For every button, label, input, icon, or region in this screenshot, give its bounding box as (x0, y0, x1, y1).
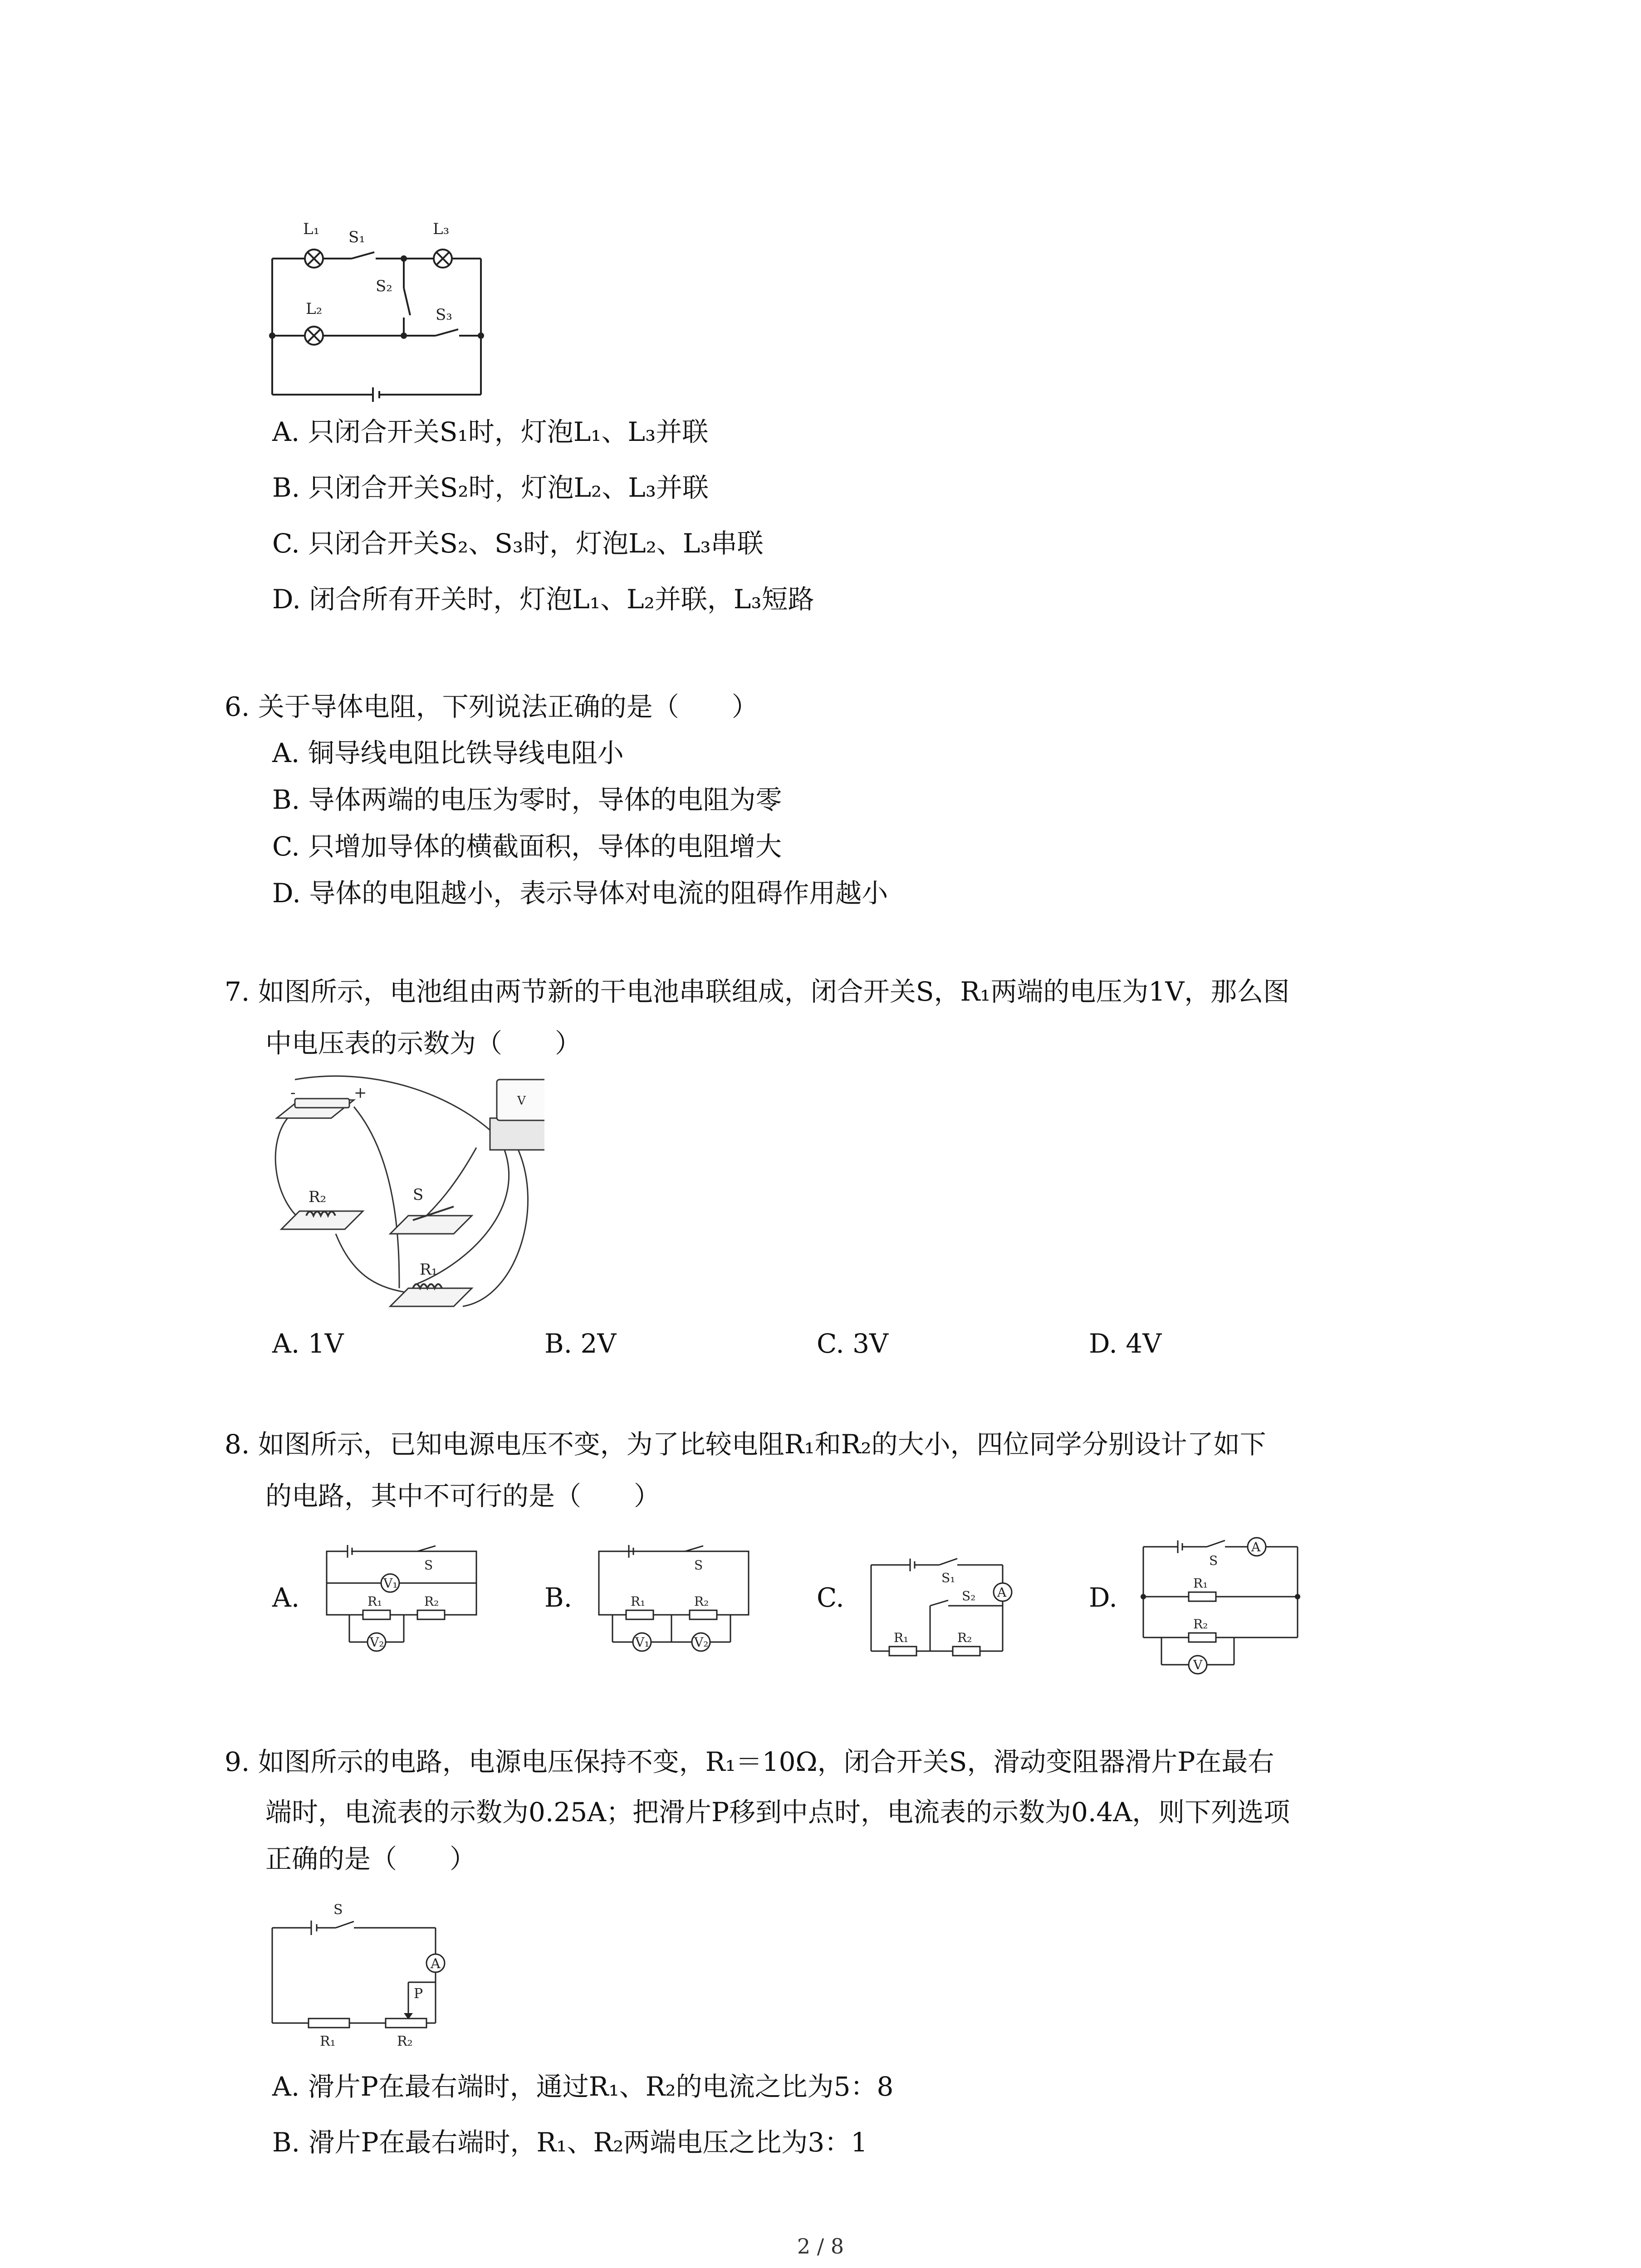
q9-option-b: B. 滑片P在最右端时，R₁、R₂两端电压之比为3：1 (272, 2127, 868, 2158)
q9-circuit-figure (263, 1901, 472, 2064)
q8c-label-s2: S₂ (962, 1589, 976, 1603)
q9-label-r1: R₁ (320, 2033, 336, 2049)
q7-option-b: B. 2V (544, 1328, 617, 1359)
q9-label-a: A (431, 1956, 441, 1972)
q8c-label-s1: S₁ (941, 1570, 955, 1585)
q8b-label-v2: V₂ (694, 1635, 709, 1650)
q7-label-v: V (517, 1094, 526, 1108)
q6-stem: 6. 关于导体电阻，下列说法正确的是（ ） (225, 691, 758, 722)
q7-option-d: D. 4V (1089, 1328, 1162, 1359)
q9-stem-line1: 9. 如图所示的电路，电源电压保持不变，R₁＝10Ω，闭合开关S，滑动变阻器滑片P在最右 (225, 1746, 1274, 1777)
q9-stem-line2: 端时，电流表的示数为0.25A；把滑片P移到中点时，电流表的示数为0.4A，则下列选项 (265, 1797, 1290, 1828)
q7-option-c: C. 3V (817, 1328, 888, 1359)
q5-label-s2: S₂ (376, 277, 392, 295)
q7-stem-line1: 7. 如图所示，电池组由两节新的干电池串联组成，闭合开关S，R₁两端的电压为1V，那么图 (225, 976, 1290, 1007)
q8-option-d: D. (1089, 1582, 1117, 1613)
q8d-label-s: S (1209, 1553, 1218, 1568)
q8d-label-v: V (1193, 1657, 1203, 1672)
q9-option-a: A. 滑片P在最右端时，通过R₁、R₂的电流之比为5：8 (272, 2071, 894, 2102)
q5-option-d: D. 闭合所有开关时，灯泡L₁、L₂并联，L₃短路 (272, 584, 814, 615)
q8d-label-r1: R₁ (1193, 1576, 1208, 1591)
q8a-label-s: S (424, 1558, 433, 1573)
q5-option-a: A. 只闭合开关S₁时，灯泡L₁、L₃并联 (272, 416, 709, 447)
q5-label-l1: L₁ (303, 220, 320, 238)
q8b-label-r2: R₂ (694, 1594, 709, 1609)
q8b-label-s: S (694, 1558, 703, 1573)
q7-circuit-figure (263, 1070, 544, 1325)
q5-label-l3: L₃ (433, 220, 450, 238)
q8a-label-v2: V₂ (370, 1635, 384, 1650)
q8c-label-r1: R₁ (894, 1630, 909, 1645)
q5-label-s1: S₁ (348, 228, 365, 246)
q8d-label-r2: R₂ (1193, 1617, 1208, 1632)
q8b-label-r1: R₁ (631, 1594, 646, 1609)
q8c-label-r2: R₂ (957, 1630, 972, 1645)
q5-option-c: C. 只闭合开关S₂、S₃时，灯泡L₂、L₃串联 (272, 528, 764, 559)
q9-stem-line3: 正确的是（ ） (265, 1843, 476, 1874)
q8c-label-a: A (997, 1585, 1007, 1600)
q7-label-plus: + (354, 1084, 367, 1102)
q7-stem-line2: 中电压表的示数为（ ） (265, 1028, 582, 1059)
q7-label-s: S (413, 1186, 424, 1204)
q8-circuit-b (594, 1538, 758, 1665)
q8-stem-line1: 8. 如图所示，已知电源电压不变，为了比较电阻R₁和R₂的大小，四位同学分别设计了如下 (225, 1429, 1266, 1460)
q8b-label-v1: V₁ (635, 1635, 650, 1650)
page-number: 2 / 8 (797, 2234, 844, 2258)
q7-label-minus: - (290, 1084, 296, 1102)
q5-label-l2: L₂ (306, 300, 323, 318)
q8-option-a: A. (272, 1582, 300, 1613)
q6-option-c: C. 只增加导体的横截面积，导体的电阻增大 (272, 831, 782, 862)
q9-label-s: S (333, 1902, 343, 1918)
q7-label-r2: R₂ (309, 1188, 327, 1206)
q7-option-a: A. 1V (272, 1328, 344, 1359)
q8d-label-a: A (1251, 1540, 1261, 1554)
q8-circuit-a (322, 1538, 485, 1665)
q5-label-s3: S₃ (436, 306, 452, 324)
q9-label-p: P (414, 1986, 423, 2002)
q8-option-b: B. (544, 1582, 573, 1613)
q8-circuit-c (867, 1547, 1021, 1665)
q8-option-c: C. (817, 1582, 844, 1613)
q8a-label-r1: R₁ (367, 1594, 382, 1609)
q5-option-b: B. 只闭合开关S₂时，灯泡L₂、L₃并联 (272, 472, 709, 503)
q8-circuit-d (1134, 1529, 1316, 1683)
q6-option-b: B. 导体两端的电压为零时，导体的电阻为零 (272, 784, 782, 815)
q8-stem-line2: 的电路，其中不可行的是（ ） (265, 1481, 661, 1511)
q6-option-a: A. 铜导线电阻比铁导线电阻小 (272, 738, 624, 768)
q8a-label-v1: V₁ (383, 1576, 398, 1591)
q5-circuit-figure (254, 213, 490, 404)
q7-label-r1: R₁ (420, 1261, 438, 1279)
q6-option-d: D. 导体的电阻越小，表示导体对电流的阻碍作用越小 (272, 878, 888, 909)
q9-label-r2: R₂ (397, 2033, 413, 2049)
q8a-label-r2: R₂ (424, 1594, 439, 1609)
